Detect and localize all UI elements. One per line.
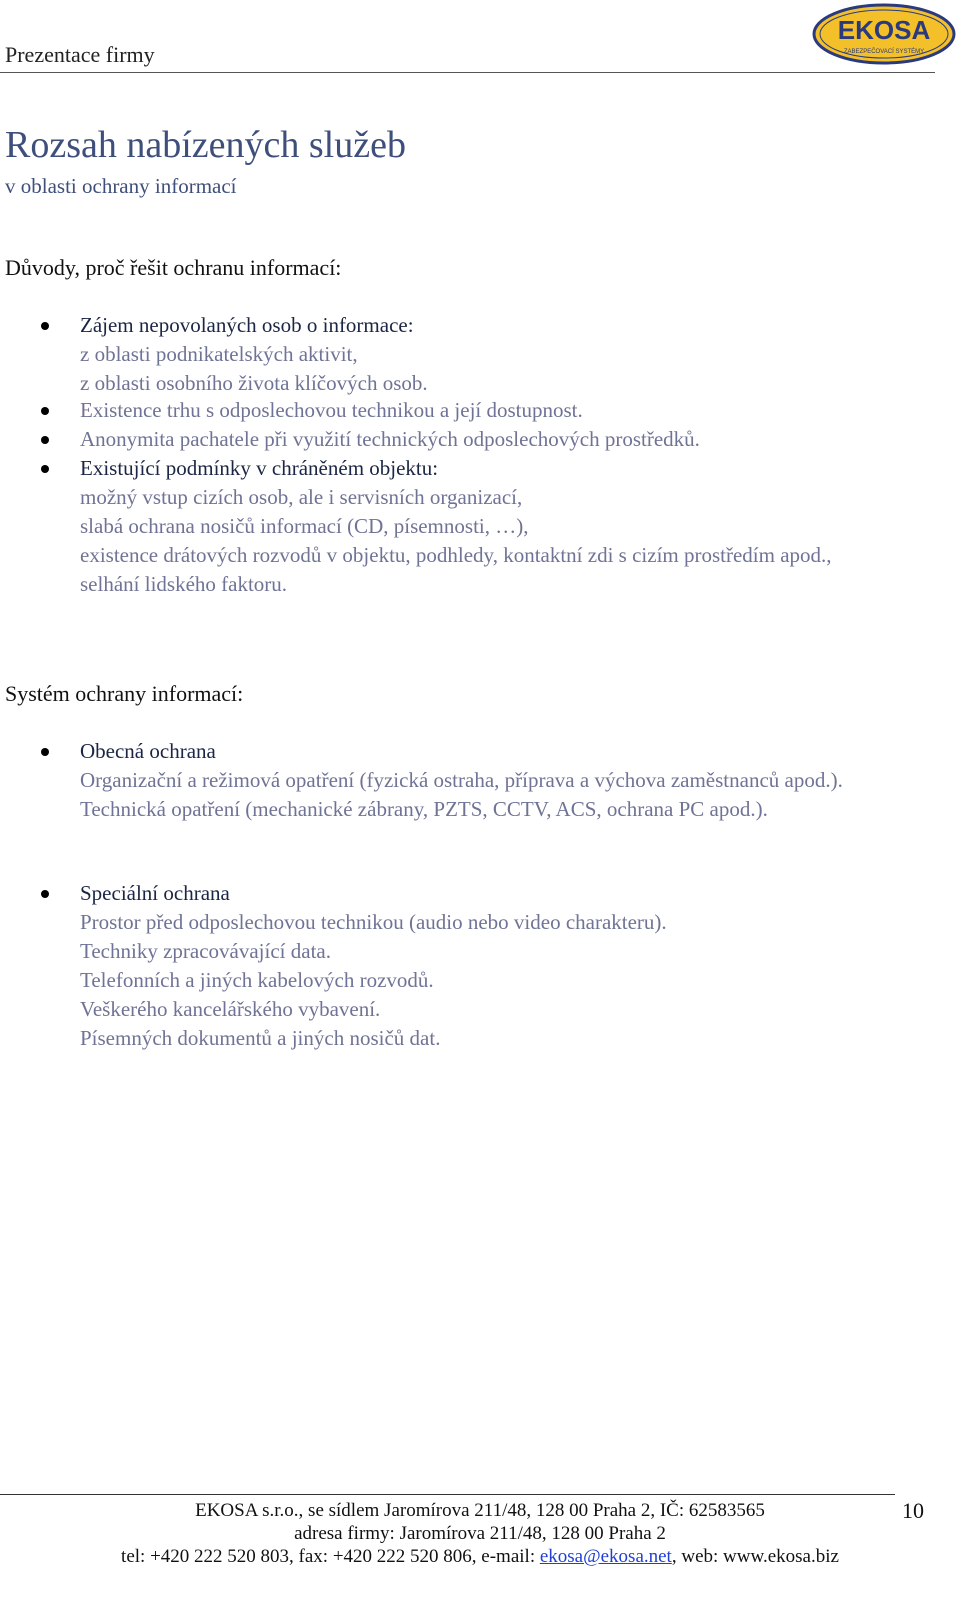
list-item-sub: Techniky zpracovávající data. <box>80 939 331 963</box>
list-item-main: Speciální ochrana <box>80 881 230 905</box>
footer-contact-prefix: tel: +420 222 520 803, fax: +420 222 520 806, e-mail: <box>121 1546 540 1567</box>
list-item-sub: Prostor před odposlechovou technikou (audio nebo video charakteru). <box>80 910 667 934</box>
ekosa-logo <box>812 3 956 65</box>
list-item <box>80 737 926 824</box>
bullet-icon <box>41 407 49 415</box>
list-item-sub: Písemných dokumentů a jiných nosičů dat. <box>80 1026 441 1050</box>
list-item <box>80 425 956 454</box>
footer-address-line: adresa firmy: Jaromírova 211/48, 128 00 Praha 2 <box>294 1523 666 1544</box>
bullet-icon <box>41 436 49 444</box>
header-title: Prezentace firmy <box>5 42 155 67</box>
bullet-icon <box>41 748 49 756</box>
logo-wordmark: EKOSA <box>837 15 931 45</box>
page-subtitle: v oblasti ochrany informací <box>5 174 237 198</box>
list-item-sub: existence drátových rozvodů v objektu, podhledy, kontaktní zdi s cizím prostředím apod., <box>80 543 832 567</box>
list-item <box>80 311 956 398</box>
list-item-sub: z oblasti osobního života klíčových osob. <box>80 371 428 395</box>
list-item-sub: Organizační a režimová opatření (fyzická ostraha, příprava a výchova zaměstnanců apod.). <box>80 768 843 792</box>
list-item-sub: slabá ochrana nosičů informací (CD, písemnosti, …), <box>80 514 529 538</box>
section-heading-protection-system: Systém ochrany informací: <box>5 681 244 706</box>
section-heading-reasons: Důvody, proč řešit ochranu informací: <box>5 255 342 280</box>
bullet-icon <box>41 465 49 473</box>
list-item-main: Obecná ochrana <box>80 739 216 763</box>
list-item-sub: selhání lidského faktoru. <box>80 572 288 596</box>
footer-contact-suffix: , web: www.ekosa.biz <box>671 1546 839 1567</box>
footer-contact-line <box>0 1547 960 1566</box>
list-item <box>80 396 956 425</box>
bullet-icon <box>41 890 49 898</box>
header-divider <box>0 72 935 73</box>
bullet-icon <box>41 322 49 330</box>
logo-tagline: ZABEZPEČOVACÍ SYSTÉMY <box>843 49 925 55</box>
list-item-main: Zájem nepovolaných osob o informace: <box>80 313 414 337</box>
email-link[interactable]: ekosa@ekosa.net <box>539 1546 672 1567</box>
list-item-sub: možný vstup cizích osob, ale i servisních organizací, <box>80 485 523 509</box>
footer-company-line: EKOSA s.r.o., se sídlem Jaromírova 211/48, 128 00 Praha 2, IČ: 62583565 <box>195 1500 765 1521</box>
list-item-sub: z oblasti podnikatelských aktivit, <box>80 342 358 366</box>
footer-divider <box>0 1494 895 1495</box>
list-item-sub: Technická opatření (mechanické zábrany, PZTS, CCTV, ACS, ochrana PC apod.). <box>80 797 768 821</box>
list-item <box>80 454 926 599</box>
list-item-sub: Veškerého kancelářského vybavení. <box>80 997 381 1021</box>
page-number: 10 <box>902 1498 924 1523</box>
list-item <box>80 879 956 1053</box>
page-title: Rozsah nabízených služeb <box>5 124 406 166</box>
list-item-main: Existující podmínky v chráněném objektu: <box>80 456 439 480</box>
ekosa-logo-graphic <box>812 3 956 65</box>
list-item-sub: Telefonních a jiných kabelových rozvodů. <box>80 968 434 992</box>
list-item-main: Existence trhu s odposlechovou technikou a její dostupnost. <box>80 398 583 422</box>
list-item-main: Anonymita pachatele při využití technických odposlechových prostředků. <box>80 427 700 451</box>
